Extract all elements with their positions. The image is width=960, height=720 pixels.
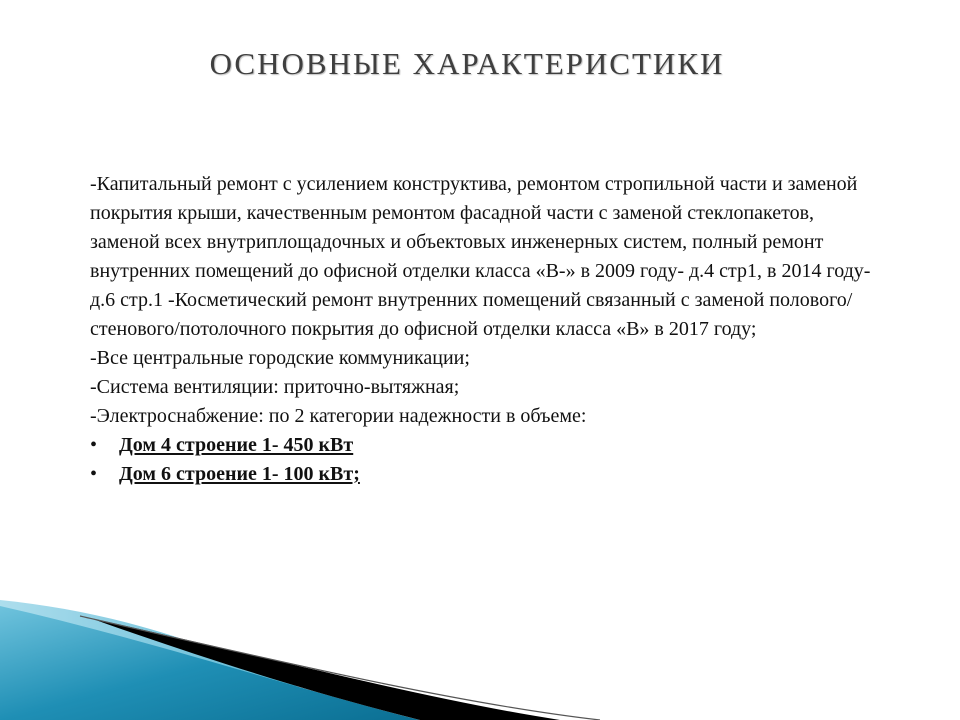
bullet-text-house-6: Дом 6 строение 1- 100 кВт; [119, 463, 360, 485]
paragraph-power-supply: -Электроснабжение: по 2 категории надежности в объеме: [90, 405, 587, 427]
paragraph-renovation: -Капитальный ремонт с усилением конструктива, ремонтом стропильной части и заменой покрытия крыши, качественным ремонтом фасадной части с заменой стеклопакетов, заменой всех внутриплощадочных и объектовых инженерных систем, полный ремонт внутренних помещений до офисной отделки класса «В-» в 2009 году- д.4 стр1, в 2014 году- д.6 стр.1 -Косметический ремонт внутренних помещений связанный с заменой полового/стенового/потолочного покрытия до офисной отделки класса «В» в 2017 году; [90, 173, 871, 340]
list-item [90, 460, 880, 489]
bullet-text-house-4: Дом 4 строение 1- 450 кВт [119, 434, 354, 456]
bullet-icon: • [90, 434, 98, 456]
slide-title: ОСНОВНЫЕ ХАРАКТЕРИСТИКИ [209, 46, 725, 81]
power-bullet-list [90, 431, 880, 489]
paragraph-ventilation: -Система вентиляции: приточно-вытяжная; [90, 376, 460, 398]
list-item [90, 431, 880, 460]
paragraph-utilities: -Все центральные городские коммуникации; [90, 347, 470, 369]
bullet-icon: • [90, 463, 98, 485]
slide-body [90, 170, 880, 489]
